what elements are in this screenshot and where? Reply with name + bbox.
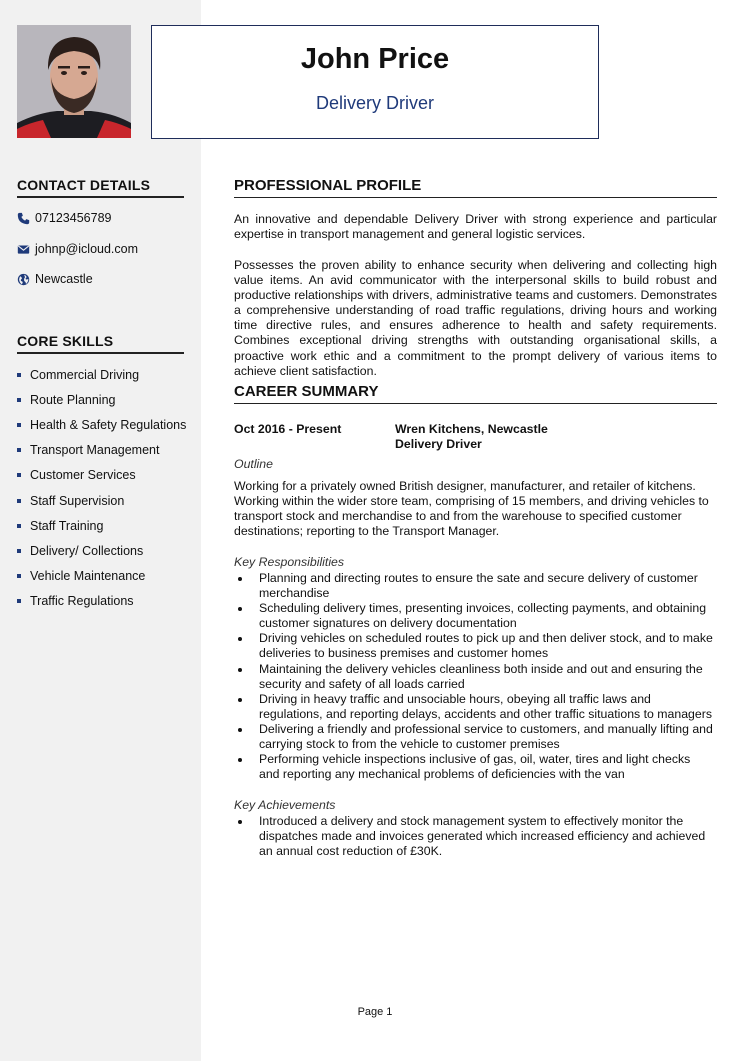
- achievements-list: [234, 814, 714, 859]
- responsibilities-list: [234, 571, 714, 782]
- bullet-square-icon: [17, 448, 21, 452]
- bullet-square-icon: [17, 599, 21, 603]
- profile-summary: An innovative and dependable Delivery Driver with strong experience and particular expertise in transport management and general logistic services.: [234, 212, 717, 242]
- skill-item: Delivery/ Collections: [17, 538, 186, 563]
- outline-label: Outline: [234, 457, 273, 471]
- name-banner: [151, 25, 599, 139]
- profile-photo: [17, 25, 131, 138]
- list-item: Planning and directing routes to ensure the sate and secure delivery of customer merchandise: [234, 571, 714, 601]
- bullet-square-icon: [17, 524, 21, 528]
- bullet-square-icon: [17, 373, 21, 377]
- bullet-square-icon: [17, 574, 21, 578]
- career-heading: CAREER SUMMARY: [234, 383, 717, 404]
- list-item: Introduced a delivery and stock management system to effectively monitor the dispatches made and invoices generated which increased efficiency and achieved an annual cost reduction of £30K.: [234, 814, 714, 859]
- skill-item: Health & Safety Regulations: [17, 412, 186, 437]
- bullet-square-icon: [17, 473, 21, 477]
- list-item: Delivering a friendly and professional service to customers, and manually lifting and carrying stock to from the vehicle to customer premises: [234, 722, 714, 752]
- bullet-square-icon: [17, 549, 21, 553]
- skill-item: Commercial Driving: [17, 362, 186, 387]
- list-item: Driving in heavy traffic and unsociable hours, obeying all traffic laws and regulations, and reporting delays, accidents and other traffic situations to managers: [234, 692, 714, 722]
- skill-item: Staff Supervision: [17, 488, 186, 513]
- candidate-name: John Price: [300, 43, 450, 75]
- globe-icon: [17, 273, 30, 286]
- contact-location: [17, 272, 93, 286]
- list-item: Scheduling delivery times, presenting invoices, collecting payments, and obtaining customer signatures on delivery documentation: [234, 601, 714, 631]
- skill-item: Vehicle Maintenance: [17, 564, 186, 589]
- skill-item: Customer Services: [17, 463, 186, 488]
- bullet-square-icon: [17, 398, 21, 402]
- list-item: Performing vehicle inspections inclusive of gas, oil, water, tires and light checks and reporting any mechanical problems of deficiencies with the van: [234, 752, 714, 782]
- profile-heading: PROFESSIONAL PROFILE: [234, 177, 717, 198]
- skill-item: Transport Management: [17, 438, 186, 463]
- skill-item: Staff Training: [17, 513, 186, 538]
- contact-phone: [17, 211, 111, 225]
- list-item: Maintaining the delivery vehicles cleanliness both inside and out and ensuring the security and safety of all loads carried: [234, 662, 714, 692]
- responsibilities-label: Key Responsibilities: [234, 555, 345, 569]
- page-number: Page 1: [357, 1006, 393, 1018]
- candidate-role: Delivery Driver: [315, 93, 434, 113]
- location-text: Newcastle: [35, 272, 93, 286]
- job-company: Wren Kitchens, Newcastle: [395, 422, 548, 436]
- contact-email: [17, 242, 138, 256]
- bullet-square-icon: [17, 423, 21, 427]
- job-outline: Working for a privately owned British designer, manufacturer, and retailer of kitchens. Working within the wider store team, comprising of 15 members, and driving vehicles to transport stock and merchandise to and from the warehouse to specified customer destinations; reporting to the Transport Manager.: [234, 479, 709, 539]
- phone-icon: [17, 212, 30, 225]
- envelope-icon: [17, 243, 30, 256]
- job-date: Oct 2016 - Present: [234, 422, 342, 436]
- profile-details: Possesses the proven ability to enhance security when delivering and collecting high value items. An avid communicator with the interpersonal skills to build robust and productive relationships with drivers, administrative teams and customers. Demonstrates a comprehensive understanding of road traffic regulations, driving hours and working time directive rules, and ensures adherence to health and safety requirements. Combines exceptional driving strengths with outstanding organisational skills, a proactive work ethic and a commitment to the prompt delivery of various items to achieve client satisfaction.: [234, 258, 717, 378]
- job-title: Delivery Driver: [395, 437, 482, 452]
- achievements-label: Key Achievements: [234, 798, 336, 812]
- job-employer: [395, 422, 548, 452]
- skill-item: Traffic Regulations: [17, 589, 186, 614]
- bullet-square-icon: [17, 499, 21, 503]
- skill-item: Route Planning: [17, 387, 186, 412]
- skills-heading: CORE SKILLS: [17, 333, 184, 354]
- phone-number: 07123456789: [35, 211, 112, 225]
- email-address: johnp@icloud.com: [35, 242, 139, 256]
- skills-list: [17, 362, 186, 614]
- list-item: Driving vehicles on scheduled routes to pick up and then deliver stock, and to make deliveries to business premises and customer homes: [234, 631, 714, 661]
- contact-heading: CONTACT DETAILS: [17, 177, 184, 198]
